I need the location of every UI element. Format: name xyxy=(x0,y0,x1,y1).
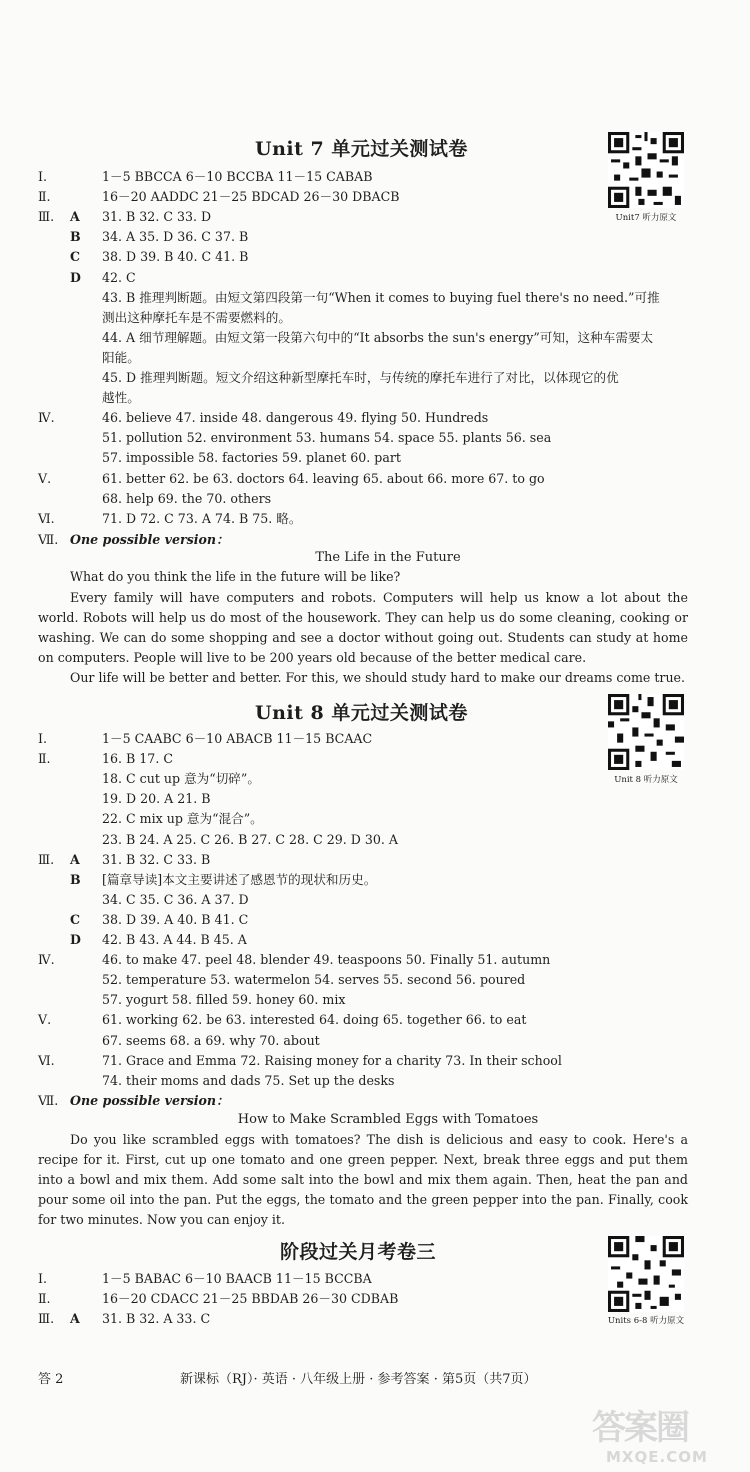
answer-line xyxy=(38,872,376,888)
monthly-qr-caption: Units 6-8 听力原文 xyxy=(607,1316,685,1326)
answer-text: 71. D 72. C 73. A 74. B 75. 略。 xyxy=(102,510,302,526)
subsection-label: D xyxy=(70,269,81,285)
answer-line xyxy=(38,169,372,185)
unit7-essay-title: The Life in the Future xyxy=(315,550,461,565)
answer-text: 44. A 细节理解题。由短文第一段第六句中的“It absorbs the sun's energy”可知，这种车需要太 xyxy=(102,329,654,345)
answer-text: 61. better 62. be 63. doctors 64. leaving 65. about 66. more 67. to go xyxy=(102,470,545,486)
answer-text: [篇章导读]本文主要讲述了感恩节的现状和历史。 xyxy=(102,871,377,887)
page-number-label: 答 2 xyxy=(38,1372,64,1387)
answer-line xyxy=(38,310,291,326)
unit7-essay-intro: One possible version： xyxy=(70,532,229,547)
answer-line xyxy=(38,932,247,948)
answer-line xyxy=(38,1073,394,1089)
qr-icon xyxy=(608,694,684,770)
answer-text: 45. D 推理判断题。短文介绍这种新型摩托车时，与传统的摩托车进行了对比，以体现它的优 xyxy=(102,370,619,385)
section-label: Ⅰ. xyxy=(38,1271,47,1286)
answer-text: 42. C xyxy=(102,269,136,285)
answer-line xyxy=(38,1033,320,1049)
unit8-essay-title: How to Make Scrambled Eggs with Tomatoes xyxy=(237,1112,539,1127)
answer-text: 51. pollution 52. environment 53. humans 54. space 55. plants 56. sea xyxy=(102,430,552,446)
section-label: Ⅲ. xyxy=(38,209,55,225)
unit8-qr-code[interactable] xyxy=(608,694,684,770)
unit8-qr-caption: Unit 8 听力原文 xyxy=(614,775,678,785)
unit8-essay-intro: One possible version： xyxy=(70,1093,229,1108)
answer-text: 1－5 BBCCA 6－10 BCCBA 11－15 CABAB xyxy=(102,169,373,184)
section-label: Ⅳ. xyxy=(38,410,55,426)
section-label: Ⅰ. xyxy=(38,731,47,746)
answer-text: 46. to make 47. peel 48. blender 49. teaspoons 50. Finally 51. autumn xyxy=(102,952,551,968)
answer-text: 74. their moms and dads 75. Set up the desks xyxy=(102,1072,395,1088)
watermark-logo: 答案圈 xyxy=(592,1408,688,1448)
answer-text: 16－20 AADDC 21－25 BDCAD 26－30 DBACB xyxy=(102,189,400,205)
answer-line xyxy=(38,992,346,1008)
answer-line xyxy=(38,852,210,868)
answer-line xyxy=(38,390,140,406)
answer-line xyxy=(38,1053,562,1069)
answer-text: 18. C cut up 意为“切碎”。 xyxy=(102,771,260,787)
answer-text: 46. believe 47. inside 48. dangerous 49. flying 50. Hundreds xyxy=(102,410,489,426)
section-label: Ⅲ. xyxy=(38,1311,55,1327)
unit8-essay-label: Ⅶ. xyxy=(38,1093,59,1108)
answer-line xyxy=(38,511,301,527)
answer-line xyxy=(38,791,211,807)
answer-line xyxy=(38,270,136,286)
subsection-label: A xyxy=(70,209,80,225)
unit7-essay-header xyxy=(38,532,229,548)
answer-text: 31. B 32. A 33. C xyxy=(102,1311,211,1327)
unit7-title: Unit 7 单元过关测试卷 xyxy=(255,138,468,160)
unit8-essay-p1: Do you like scrambled eggs with tomatoes? The dish is delicious and easy to cook. Here's a recipe for it. First, cut up one tomato and one green pepper. Next, break three eggs and put them into a bowl and mix them. Add some salt into the bowl and mix them again. Then, heat the pan and pour some oil into the pan. Put the eggs, the tomato and the green pepper into the pan. Finally, cook for two minutes. Now you can enjoy it. xyxy=(38,1132,688,1227)
answer-line xyxy=(38,912,248,928)
answer-text: 越性。 xyxy=(102,390,140,406)
subsection-label: A xyxy=(70,851,80,867)
answer-line xyxy=(38,892,249,908)
unit7-essay-p1: What do you think the life in the future will be like? xyxy=(70,569,401,584)
qr-icon xyxy=(608,1236,684,1312)
answer-line xyxy=(38,1291,398,1307)
answer-text: 19. D 20. A 21. B xyxy=(102,791,211,807)
answer-text: 测出这种摩托车是不需要燃料的。 xyxy=(102,309,291,325)
answer-line xyxy=(38,209,211,225)
unit7-essay-p3: Our life will be better and better. For this, we should study hard to make our dreams come true. xyxy=(70,670,686,685)
answer-text: 38. D 39. A 40. B 41. C xyxy=(102,911,249,927)
qr-icon xyxy=(608,132,684,208)
monthly-qr-code[interactable] xyxy=(608,1236,684,1312)
section-label: Ⅴ. xyxy=(38,1012,52,1028)
section-label: Ⅵ. xyxy=(38,510,55,526)
unit8-essay-header xyxy=(38,1093,229,1109)
unit7-qr-code[interactable] xyxy=(608,132,684,208)
section-label: Ⅱ. xyxy=(38,189,51,205)
answer-text: 71. Grace and Emma 72. Raising money for a charity 73. In their school xyxy=(102,1052,562,1068)
answer-line xyxy=(38,811,263,827)
answer-text: 52. temperature 53. watermelon 54. serves 55. second 56. poured xyxy=(102,972,526,988)
unit8-title: Unit 8 单元过关测试卷 xyxy=(255,702,468,724)
answer-text: 57. impossible 58. factories 59. planet 60. part xyxy=(102,450,401,466)
section-label: Ⅲ. xyxy=(38,851,55,867)
answer-text: 43. B 推理判断题。由短文第四段第一句“When it comes to buying fuel there's no need.”可推 xyxy=(102,289,660,305)
monthly-title: 阶段过关月考卷三 xyxy=(280,1241,437,1263)
subsection-label: B xyxy=(70,229,81,245)
answer-line xyxy=(38,229,248,245)
answer-text: 57. yogurt 58. filled 59. honey 60. mix xyxy=(102,992,346,1008)
subsection-label: B xyxy=(70,871,81,887)
answer-text: 68. help 69. the 70. others xyxy=(102,490,272,506)
unit7-qr-caption: Unit7 听力原文 xyxy=(615,213,677,223)
answer-text: 42. B 43. A 44. B 45. A xyxy=(102,932,247,947)
unit7-essay-p2: Every family will have computers and robots. Computers will help us know a lot about the world. Robots will help us do most of the housework. They can help us do some cleaning, cooking or washing. We can do some shopping and see a doctor without going out. Students can study at home on computers. People will live to be 200 years old because of the better medical care. xyxy=(38,590,688,665)
answer-line xyxy=(38,1311,210,1327)
unit7-essay-label: Ⅶ. xyxy=(38,532,59,547)
answer-line xyxy=(38,249,248,265)
section-label: Ⅱ. xyxy=(38,751,51,767)
answer-line xyxy=(38,972,525,988)
subsection-label: C xyxy=(70,249,81,265)
answer-line xyxy=(38,430,551,446)
subsection-label: D xyxy=(70,932,81,947)
answer-text: 31. B 32. C 33. B xyxy=(102,851,211,867)
answer-line xyxy=(38,1271,372,1287)
answer-text: 31. B 32. C 33. D xyxy=(102,209,212,225)
answer-text: 23. B 24. A 25. C 26. B 27. C 28. C 29. D 30. A xyxy=(102,831,398,847)
answer-text: 34. A 35. D 36. C 37. B xyxy=(102,229,249,245)
answer-line xyxy=(38,952,550,968)
answer-line xyxy=(38,471,545,487)
section-label: Ⅳ. xyxy=(38,952,55,968)
subsection-label: A xyxy=(70,1311,80,1327)
section-label: Ⅰ. xyxy=(38,169,47,184)
answer-line xyxy=(38,731,372,747)
answer-text: 1－5 BABAC 6－10 BAACB 11－15 BCCBA xyxy=(102,1271,372,1286)
answer-text: 22. C mix up 意为“混合”。 xyxy=(102,811,263,827)
footer-title: 新课标（RJ）· 英语 · 八年级上册 · 参考答案 · 第5页（共7页） xyxy=(180,1372,537,1387)
section-label: Ⅵ. xyxy=(38,1052,55,1068)
watermark-url: MXQE.COM xyxy=(606,1448,708,1466)
answer-line xyxy=(38,189,399,205)
answer-line xyxy=(38,370,619,386)
answer-line xyxy=(38,330,653,346)
answer-line xyxy=(38,491,271,507)
subsection-label: C xyxy=(70,911,81,927)
answer-line xyxy=(38,751,173,767)
answer-line xyxy=(38,290,660,306)
answer-text: 67. seems 68. a 69. why 70. about xyxy=(102,1032,320,1048)
section-label: Ⅴ. xyxy=(38,470,52,486)
answer-text: 61. working 62. be 63. interested 64. doing 65. together 66. to eat xyxy=(102,1012,527,1028)
answer-line xyxy=(38,771,260,787)
answer-text: 阳能。 xyxy=(102,349,140,365)
answer-text: 16－20 CDACC 21－25 BBDAB 26－30 CDBAB xyxy=(102,1291,399,1307)
answer-line xyxy=(38,450,401,466)
answer-text: 34. C 35. C 36. A 37. D xyxy=(102,891,249,907)
answer-line xyxy=(38,350,140,366)
answer-text: 38. D 39. B 40. C 41. B xyxy=(102,249,249,265)
answer-line xyxy=(38,410,488,426)
answer-text: 1－5 CAABC 6－10 ABACB 11－15 BCAAC xyxy=(102,731,373,746)
answer-line xyxy=(38,1012,526,1028)
answer-text: 16. B 17. C xyxy=(102,751,173,767)
section-label: Ⅱ. xyxy=(38,1291,51,1307)
answer-line xyxy=(38,832,398,848)
